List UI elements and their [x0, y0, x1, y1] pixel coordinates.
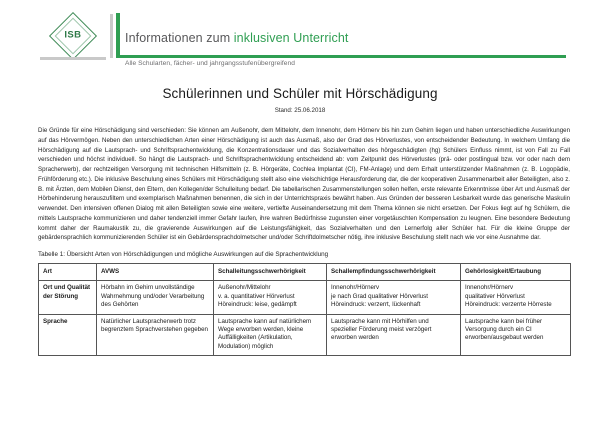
hearing-impairment-table [38, 263, 571, 356]
table-row [39, 281, 571, 314]
table-header-schallempfindung: Schallempfindungsschwerhörigkeit [327, 264, 461, 281]
header-title-accent: inklusiven Unterricht [233, 31, 349, 45]
header-green-vertical-rule [116, 13, 120, 58]
table-header-gehoerlosigkeit: Gehörlosigkeit/Ertaubung [461, 264, 571, 281]
cell-avws-ort: Hörbahn im Gehirn unvollständige Wahrnehmung und/oder Verarbeitung des Gehörten [97, 281, 214, 314]
intro-paragraph-block [38, 126, 570, 243]
logo-inner-diamond [55, 18, 92, 55]
table-header-row [39, 264, 571, 281]
logo-diamond-shape [49, 12, 97, 60]
table-row [39, 314, 571, 356]
table-caption: Tabelle 1: Übersicht Arten von Hörschädigungen und mögliche Auswirkungen auf die Sprachentwicklung [38, 251, 329, 258]
row-label-ort-qualitaet: Ort und Qualität der Störung [39, 281, 97, 314]
cell-schalleitung-sprache: Lautsprache kann auf natürlichem Wege erworben werden, kleine Auffälligkeiten (Artikulation, Modulation) möglich [214, 314, 327, 356]
header-green-horizontal-rule [116, 55, 566, 59]
cell-gehoerlosigkeit-ort: Innenohr/Hörnerv qualitativer Hörverlust Höreindruck: verzerrte Hörreste [461, 281, 571, 314]
intro-paragraph: Die Gründe für eine Hörschädigung sind verschieden: Sie können am Außenohr, dem Mittelohr, dem Innenohr, dem Hörnerv bis hin zum Gehirn liegen und haben unterschiedliche Auswirkungen auf das Hörvermögen. Neben den unterschiedlichen Arten einer Hörschädigung ist auch das Ausmaß, also der Grad des Hörverlustes, von entscheidender Bedeutung. In welchem Umfang die Hörschädigung auf die Lautsprach- und Schriftsprachentwicklung, die Konzentrationsdauer und das Sozialverhalten des hörgeschädigten (hg) Schülers Einfluss nimmt, ist von Fall zu Fall verschieden und höchst individuell. So hängt die Lautsprach- und Schriftsprachentwicklung entscheidend ab: vom Zeitpunkt des Hörverlustes (prä- oder postlingual bzw. vor oder nach dem Spracherwerb), der rechtzeitigen Versorgung mit technischen Hilfsmitteln (z. B. Hörgeräte, Cochlea Implantat (CI), FM-Anlage) und dem Erhalt unterstützender Maßnahmen (z. B. Logopädie, Frühförderung etc.). Die inklusive Beschulung eines Schülers mit Hörschädigung stellt also eine vielschichtige Herausforderung dar, die der kooperativen Zusammenarbeit aller Beteiligten, also z. B. mit Ärzten, dem Mobilen Dienst, den Eltern, den Kollegen/der Schulleitung bedarf. Die tabellarischen Zusammenstellungen sollen helfen, erste relevante Erkenntnisse über Art und Ausmaß der Hörbehinderung herauszufiltern und exemplarisch Maßnahmen benennen, die sich in der Unterrichtspraxis bewährt haben. Aus Gründen der besseren Lesbarkeit wurde das generische Maskulin verwendet. Den intensiven offenen Dialog mit allen Beteiligten sowie eine weitere, vertiefte Auseinandersetzung mit dem Thema können sie nicht ersetzen. Der Fokus liegt auf hg Schülern, die mittels Lautsprache kommunizieren und daher tendenziell immer Gefahr laufen, ihre wahren Bedürfnisse zugunsten einer vorgetäuschten Kompensation zu leugnen. Eine besondere Bedeutung kommt daher der Raumakustik zu, die gravierende Auswirkungen auf die Leistungsfähigkeit, das Sozialverhalten und den Lernerfolg aller Schüler hat. Für die kleine Gruppe der gebärdensprachlich kommunizierenden Schüler ist ein Gebärdensprachdolmetscher und/oder Schriftdolmetscher nötig, ihre inklusive Beschulung stellt nach wie vor eine Ausnahme dar. [38, 127, 570, 242]
cell-gehoerlosigkeit-sprache: Lautsprache kann bei früher Versorgung durch ein CI erworben/ausgebaut werden [461, 314, 571, 356]
table-header-art: Art [39, 264, 97, 281]
logo-label: ISB [64, 30, 82, 42]
table-header-schalleitung: Schalleitungsschwerhörigkeit [214, 264, 327, 281]
header-subtitle: Alle Schularten, fächer- und jahrgangsstufenübergreifend [125, 60, 295, 67]
isb-logo [42, 14, 104, 58]
table-wrapper [38, 263, 570, 356]
logo-underline-rule [40, 57, 106, 60]
row-label-sprache: Sprache [39, 314, 97, 356]
cell-avws-sprache: Natürlicher Lautspracherwerb trotz begrenztem Sprachverstehen gegeben [97, 314, 214, 356]
header-title [125, 31, 348, 45]
cell-schallempfindung-sprache: Lautsprache kann mit Hörhilfen und spezieller Förderung meist verzögert erworben werden [327, 314, 461, 356]
header-title-plain: Informationen zum [125, 31, 234, 45]
cell-schallempfindung-ort: Innenohr/Hörnerv je nach Grad qualitativer Hörverlust Höreindruck: verzerrt, lückenhaft [327, 281, 461, 314]
header-gray-vertical-rule [110, 14, 113, 58]
table-header-avws: AVWS [97, 264, 214, 281]
page-header [0, 0, 600, 72]
page-title: Schülerinnen und Schüler mit Hörschädigung [162, 86, 438, 101]
document-date: Stand: 25.06.2018 [274, 107, 326, 114]
cell-schalleitung-ort: Außenohr/Mittelohr v. a. quantitativer Hörverlust Höreindruck: leise, gedämpft [214, 281, 327, 314]
